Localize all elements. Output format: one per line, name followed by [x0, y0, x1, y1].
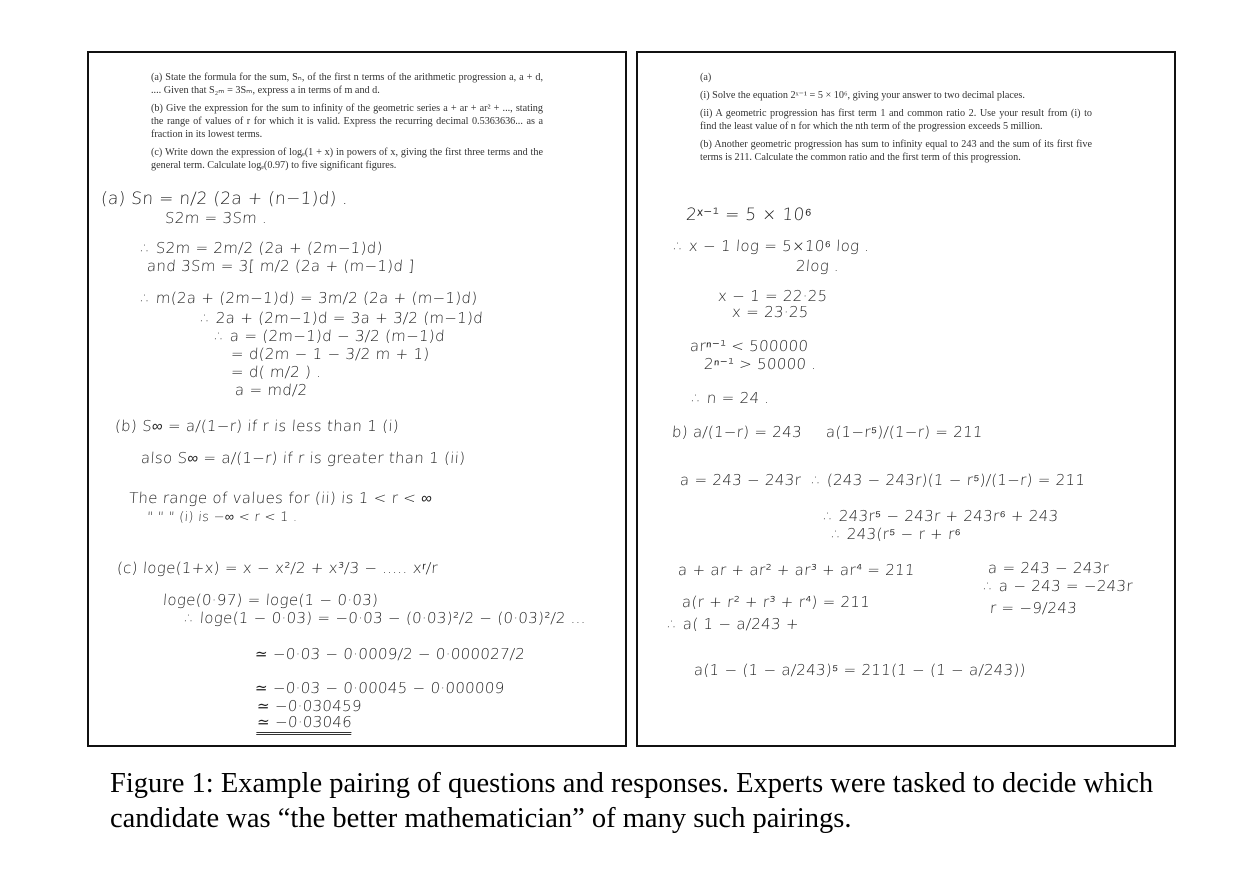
handwritten-line: ∴ m(2a + (2m−1)d) = 3m/2 (2a + (m−1)d) — [140, 289, 479, 307]
final-answer: ≃ −0·03046 — [256, 713, 352, 735]
question-part-c: (c) Write down the expression of logₑ(1 + x) in powers of x, giving the first three terms and the general term. Calculate logₑ(0.97) to five significant figures. — [151, 147, 543, 171]
handwritten-line: (b) S∞ = a/(1−r) if r is less than 1 (i) — [114, 417, 400, 435]
question-part-a-ii: (ii) A geometric progression has first term 1 and common ratio 2. Use your result from (i) to find the least value of n for which the nth term of the progression exceeds 5 million. — [700, 108, 1092, 132]
question-part-a-header: (a) — [700, 72, 712, 83]
question-part-a-i: (i) Solve the equation 2ˣ⁻¹ = 5 × 10⁶, giving your answer to two decimal places. — [700, 90, 1025, 101]
handwritten-line: = d( m/2 ) . — [230, 363, 323, 381]
question-part-a: (a) State the formula for the sum, Sₙ, of the first n terms of the arithmetic progression a, a + d, .... Given that S₂ₘ = 3Sₘ, express a in terms of m and d. — [151, 72, 543, 96]
question-part-b: (b) Give the expression for the sum to infinity of the geometric series a + ar + ar² + ..., stating the range of values of r for which it is valid. Express the recurring decimal 0.5363636... as a fraction in its lowest terms. — [151, 103, 543, 140]
handwritten-line: a = 243 − 243r — [987, 559, 1110, 577]
handwritten-line: ∴ S2m = 2m/2 (2a + (2m−1)d) — [140, 239, 384, 257]
handwritten-line: a(r + r² + r³ + r⁴) = 211 — [681, 593, 871, 611]
handwritten-line: 2ⁿ⁻¹ > 50000 . — [703, 355, 818, 373]
left-question-text — [151, 71, 543, 177]
handwritten-line: ∴ (243 − 243r)(1 − r⁵)/(1−r) = 211 — [811, 471, 1086, 489]
figure-caption: Figure 1: Example pairing of questions and responses. Experts were tasked to decide which candidate was “the better mathematician” of many such pairings. — [110, 768, 1154, 834]
handwritten-line: x = 23·25 — [731, 303, 810, 321]
handwritten-line: ∴ 243r⁵ − 243r + 243r⁶ + 243 — [823, 507, 1060, 525]
handwritten-line: a(1 − (1 − a/243)⁵ = 211(1 − (1 − a/243)) — [693, 661, 1027, 679]
handwritten-line: (a) Sn = n/2 (2a + (n−1)d) . — [100, 189, 349, 209]
handwritten-line: ≃ −0·03 − 0·00045 − 0·000009 — [254, 679, 506, 697]
handwritten-line: ∴ a − 243 = −243r — [983, 577, 1134, 595]
handwritten-line: 2log . — [795, 257, 840, 275]
left-response-panel — [87, 51, 627, 747]
question-part-b: (b) Another geometric progression has sum to infinity equal to 243 and the sum of its first five terms is 211. Calculate the common ratio and the first term of this progression. — [700, 139, 1092, 163]
handwritten-line: ∴ 2a + (2m−1)d = 3a + 3/2 (m−1)d — [200, 309, 484, 327]
handwritten-line: loge(0·97) = loge(1 − 0·03) — [162, 591, 379, 609]
handwritten-line: ∴ a( 1 − a/243 + — [667, 615, 800, 633]
handwritten-line: a(1−r⁵)/(1−r) = 211 — [825, 423, 984, 441]
handwritten-line: ≃ −0·03 − 0·0009/2 − 0·000027/2 — [254, 645, 526, 663]
handwritten-line: ∴ n = 24 . — [691, 389, 771, 407]
handwritten-line: and 3Sm = 3[ m/2 (2a + (m−1)d ] — [146, 257, 416, 275]
handwritten-line: S2m = 3Sm . — [164, 209, 268, 227]
handwritten-line: a = 243 − 243r — [679, 471, 802, 489]
handwritten-line: also S∞ = a/(1−r) if r is greater than 1 (ii) — [140, 449, 466, 467]
handwritten-line: a = md/2 — [234, 381, 309, 399]
handwritten-line: ∴ loge(1 − 0·03) = −0·03 − (0·03)²/2 − (0·03)²/2 ... — [184, 609, 587, 627]
handwritten-line: The range of values for (ii) is 1 < r < ∞ — [128, 489, 433, 507]
handwritten-line: " " " (i) is −∞ < r < 1 . — [146, 510, 299, 525]
handwritten-line: a + ar + ar² + ar³ + ar⁴ = 211 — [677, 561, 916, 579]
handwritten-line: x − 1 = 22·25 — [717, 287, 829, 305]
handwritten-line: ∴ 243(r⁵ − r + r⁶ — [831, 525, 962, 543]
right-response-panel — [636, 51, 1176, 747]
handwritten-line: ∴ a = (2m−1)d − 3/2 (m−1)d — [214, 327, 446, 345]
handwritten-line: ≃ −0·030459 — [256, 697, 363, 715]
handwritten-line: b) a/(1−r) = 243 — [671, 423, 803, 441]
handwritten-line: arⁿ⁻¹ < 500000 — [689, 337, 809, 355]
handwritten-line: ∴ x − 1 log = 5×10⁶ log . — [673, 237, 871, 255]
right-question-text — [700, 71, 1092, 169]
handwritten-line: 2ˣ⁻¹ = 5 × 10⁶ — [685, 205, 813, 225]
handwritten-line: = d(2m − 1 − 3/2 m + 1) — [230, 345, 431, 363]
handwritten-line: (c) loge(1+x) = x − x²/2 + x³/3 − ..... xʳ/r — [116, 559, 439, 577]
handwritten-line: r = −9/243 — [989, 599, 1078, 617]
